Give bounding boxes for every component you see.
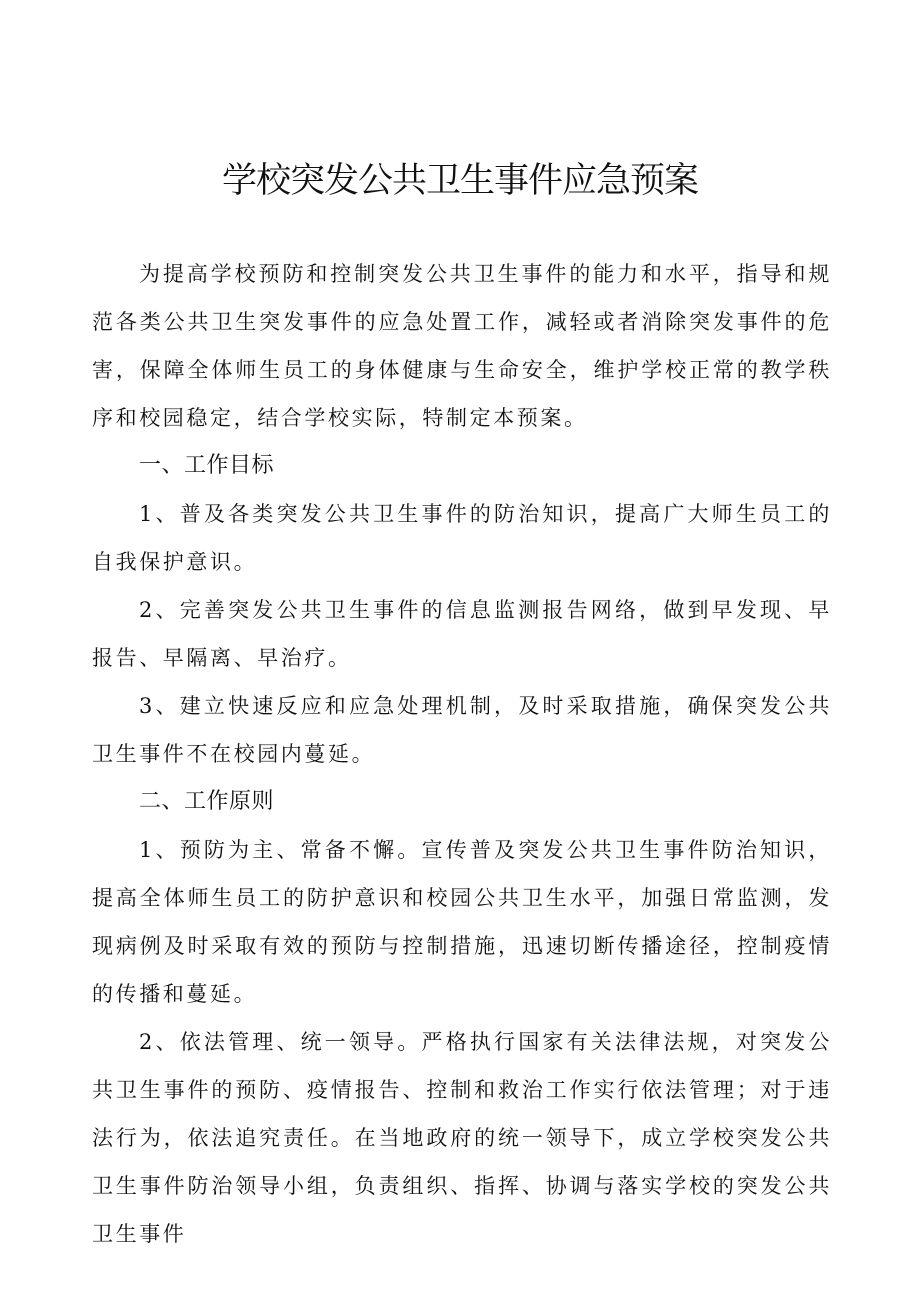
goal-item-3: 3、建立快速反应和应急处理机制，及时采取措施，确保突发公共卫生事件不在校园内蔓延。 — [92, 694, 832, 766]
principle-item-1: 1、预防为主、常备不懈。宣传普及突发公共卫生事件防治知识，提高全体师生员工的防护意识和校园公共卫生水平，加强日常监测，发现病例及时采取有效的预防与控制措施，迅速切断传播途径，控制疫情的传播和蔓延。 — [92, 838, 832, 1006]
document-body — [92, 250, 832, 1258]
section-heading-principles: 二、工作原则 — [139, 789, 275, 814]
document-title: 学校突发公共卫生事件应急预案 — [221, 161, 698, 201]
section-heading-goals: 一、工作目标 — [139, 453, 275, 478]
goal-item-1: 1、普及各类突发公共卫生事件的防治知识，提高广大师生员工的自我保护意识。 — [92, 502, 832, 574]
goal-item-2: 2、完善突发公共卫生事件的信息监测报告网络，做到早发现、早报告、早隔离、早治疗。 — [92, 598, 832, 670]
intro-paragraph: 为提高学校预防和控制突发公共卫生事件的能力和水平，指导和规范各类公共卫生突发事件的应急处置工作，减轻或者消除突发事件的危害，保障全体师生员工的身体健康与生命安全，维护学校正常的教学秩序和校园稳定，结合学校实际，特制定本预案。 — [92, 262, 832, 430]
principle-item-2: 2、依法管理、统一领导。严格执行国家有关法律法规，对突发公共卫生事件的预防、疫情报告、控制和救治工作实行依法管理；对于违法行为，依法追究责任。在当地政府的统一领导下，成立学校突发公共卫生事件防治领导小组，负责组织、指挥、协调与落实学校的突发公共卫生事件 — [92, 1030, 832, 1246]
